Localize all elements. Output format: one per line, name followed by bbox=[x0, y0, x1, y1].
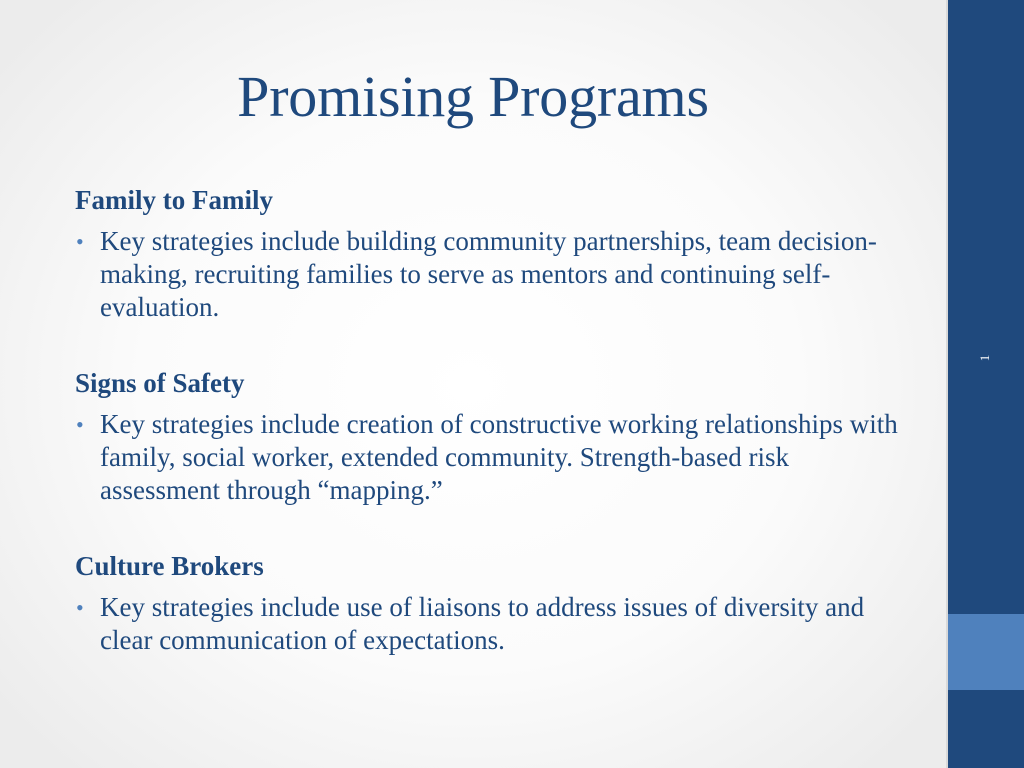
bullet-dot-icon: • bbox=[76, 595, 84, 620]
section-culture-brokers bbox=[75, 549, 905, 657]
section-family-to-family bbox=[75, 183, 905, 324]
slide-number: 1 bbox=[977, 354, 992, 362]
slide-title: Promising Programs bbox=[237, 64, 709, 129]
sidebar-accent-block bbox=[948, 614, 1024, 690]
section-heading: Family to Family bbox=[75, 185, 273, 215]
section-heading: Culture Brokers bbox=[75, 551, 264, 581]
bullet-item bbox=[75, 591, 905, 657]
bullet-item bbox=[75, 225, 905, 324]
section-signs-of-safety bbox=[75, 366, 905, 507]
content-area bbox=[75, 183, 905, 657]
bullet-dot-icon: • bbox=[76, 412, 84, 437]
bullet-item bbox=[75, 408, 905, 507]
section-heading: Signs of Safety bbox=[75, 368, 245, 398]
bullet-text: Key strategies include creation of constructive working relationships with family, social worker, extended community. Strength-based risk assessment through “mapping.” bbox=[100, 409, 898, 505]
bullet-text: Key strategies include use of liaisons to address issues of diversity and clear communication of expectations. bbox=[100, 592, 865, 655]
bullet-text: Key strategies include building community partnerships, team decision-making, recruiting families to serve as mentors and continuing self-evaluation. bbox=[100, 226, 877, 322]
bullet-dot-icon: • bbox=[76, 229, 84, 254]
